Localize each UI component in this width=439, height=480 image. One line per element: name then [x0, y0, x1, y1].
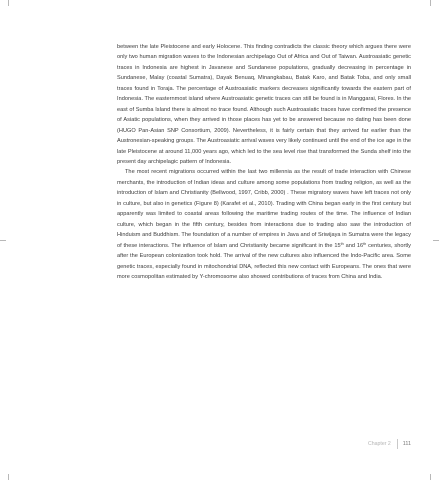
superscript-th: th	[340, 241, 344, 246]
paragraph-text-part: centuries, shortly after the European colonization took hold. The arrival of the new cultures also influenced the Indo-Pacific area. Some genetic traces, especially found in mitochondrial DNA, reflected this new contact with Europeans. The ones that were more cosmopolitan estimated by Y-chromosome also showed contributions of traces from China and India.	[117, 242, 411, 280]
page-number: 111	[402, 441, 411, 447]
paragraph-text-part: and 16	[343, 242, 364, 249]
body-text	[117, 42, 411, 282]
paragraph-recent-migrations	[117, 167, 411, 282]
page-footer	[368, 439, 411, 449]
footer-divider	[397, 439, 398, 449]
crop-mark-right-middle	[433, 240, 439, 241]
superscript-th: th	[363, 241, 367, 246]
crop-mark-bottom-right	[430, 474, 431, 480]
crop-mark-top-left	[8, 0, 9, 6]
crop-mark-top-right	[430, 0, 431, 6]
crop-mark-bottom-left	[8, 474, 9, 480]
crop-mark-left-middle	[0, 240, 6, 241]
paragraph-austroasiatic-migration: between the late Pleistocene and early Holocene. This finding contradicts the classic theory which argues there were only two human migration waves to the Indonesian archipelago Out of Africa and Out of Taiwan. Austroasiatic genetic traces in Indonesia are highest in Javanese and Sundanese populations, gradually decreasing in percentage in Sundanese, Malay (coastal Sumatra), Dayak Benuaq, Minangkabau, Batak Karo, and Batak Toba, and only small traces found in Toraja. The percentage of Austroasiatic markers decreases significantly towards the eastern part of Indonesia. The easternmost island where Austroasiatic genetic traces can still be found is in Manggarai, Flores. In the east of Sumba Island there is almost no trace found. Although such Austroasiatic traces have confirmed the presence of Asiatic populations, when they arrived in those places has yet to be answered because no dating has been done (HUGO Pan-Asian SNP Consortium, 2009). Nevertheless, it is fairly certain that they arrived far earlier than the Austronesian-speaking groups. The Austroasiatic arrival waves very likely continued until the end of the ice age in the late Pleistocene at around 11,000 years ago, which led to the sea level rise that transformed the Sunda shelf into the present day archipelagic pattern of Indonesia.	[117, 44, 411, 165]
paragraph-text-part: The most recent migrations occurred within the last two millennia as the result of trade interaction with Chinese merchants, the introduction of Indian ideas and culture among some populations from trading religion, as well as the introduction of Islam and Christianity (Bellwood, 1997, Cribb, 2000) . These migratory waves have left traces not only in culture, but also in genetics (Figure 8) (Karafet et al., 2010). Trading with China began early in the first century but apparently was limited to coastal areas following the maritime trading routes of the time. The influence of Indian culture, which began in the fifth century, besides from interactions due to trading also saw the introduction of Hinduism and Buddhism. The foundation of a number of empires in Java and of Sriwijaya in Sumatra were the legacy of these interactions. The influence of Islam and Christianity became significant in the 15	[117, 169, 411, 249]
chapter-label: Chapter 2	[368, 441, 391, 447]
